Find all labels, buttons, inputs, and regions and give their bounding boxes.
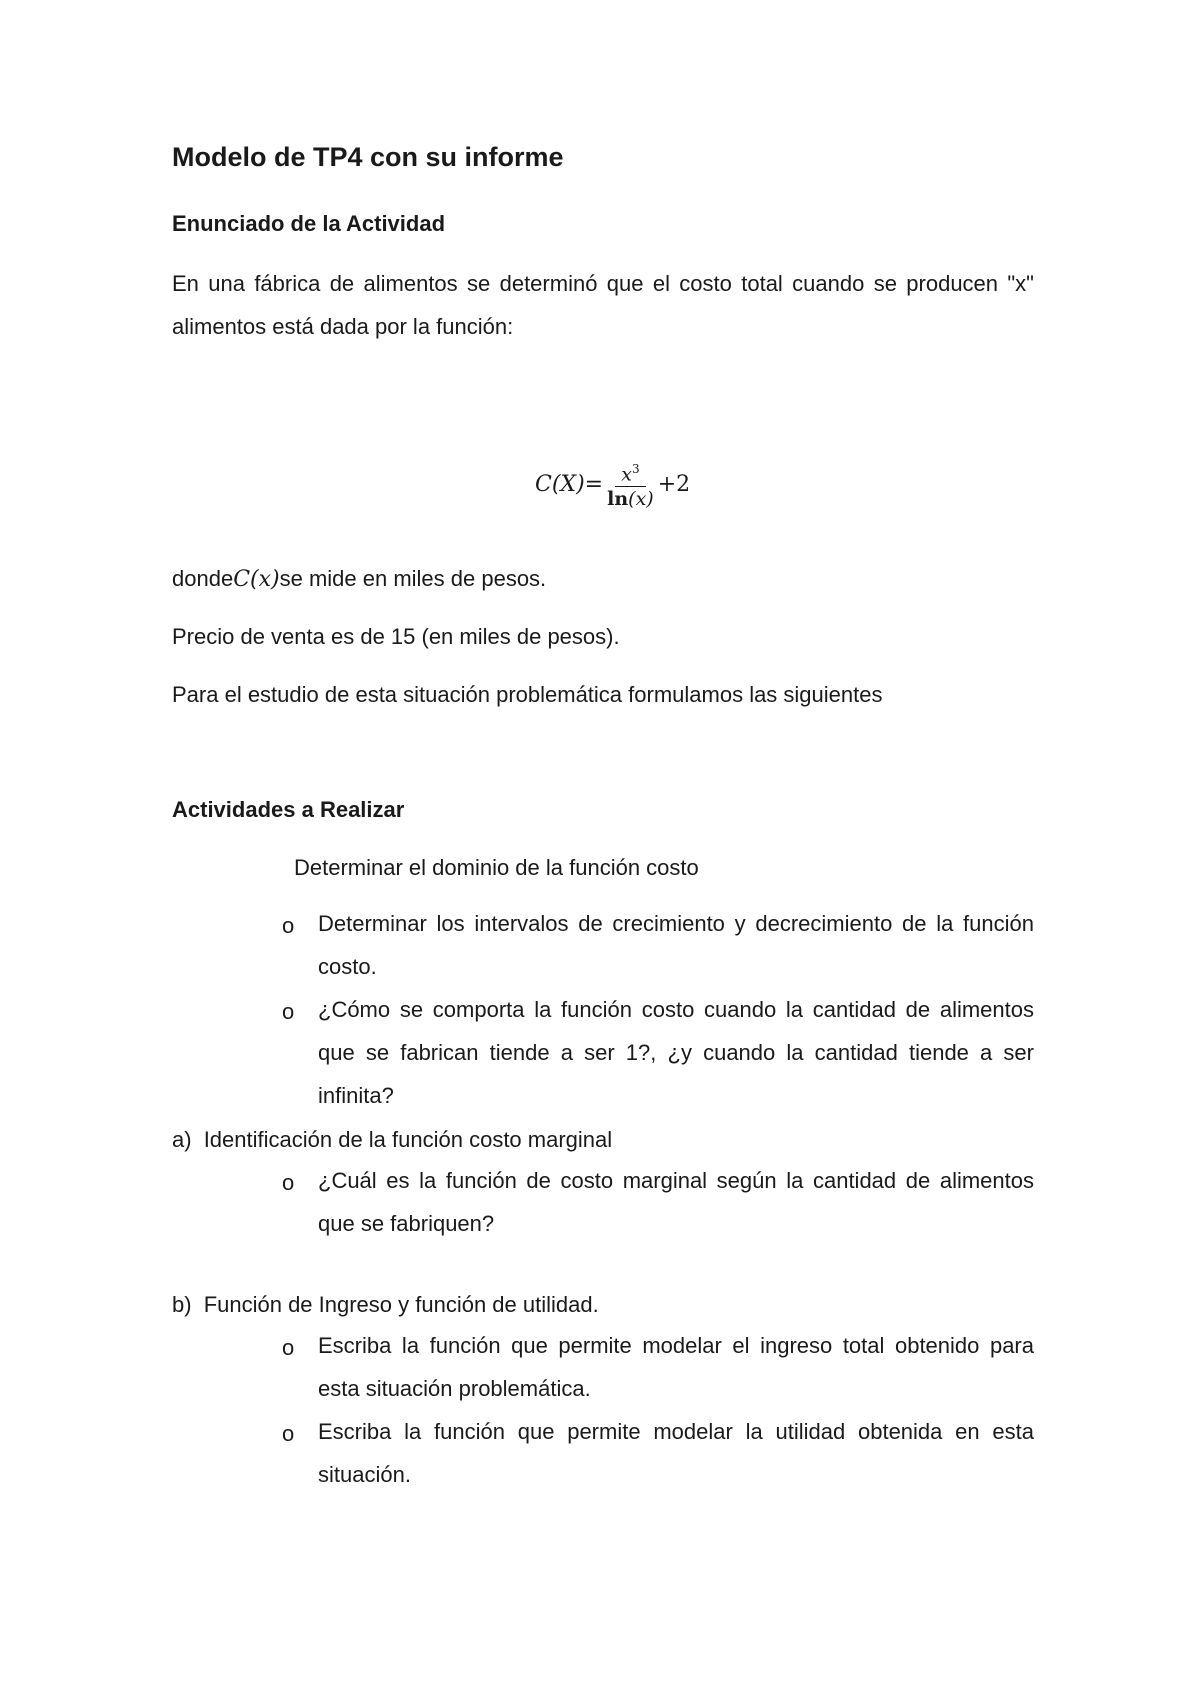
bullet-item-utilidad: Escriba la función que permite modelar la utilidad obtenida en esta situación.	[318, 1419, 1034, 1487]
bullet-marker: o	[282, 1421, 295, 1446]
bullet-item-costo-marginal: ¿Cuál es la función de costo marginal según la cantidad de alimentos que se fabriquen?	[318, 1168, 1034, 1236]
item-a-text: Identificación de la función costo marginal	[203, 1127, 613, 1152]
document-title: Modelo de TP4 con su informe	[172, 142, 564, 172]
para-line: Para el estudio de esta situación problemática formulamos las siguientes	[172, 682, 883, 707]
bullet-item-comportamiento: ¿Cómo se comporta la función costo cuando la cantidad de alimentos que se fabrican tiende a ser 1?, ¿y cuando la cantidad tiende a ser infinita?	[318, 997, 1034, 1108]
formula-fraction	[605, 458, 656, 511]
donde-line	[172, 566, 546, 592]
item-b-marker: b)	[172, 1292, 192, 1317]
bullet-marker: o	[282, 1335, 295, 1360]
formula-rhs: +2	[657, 472, 691, 498]
formula-ln: ln	[607, 488, 629, 511]
item-a	[172, 1127, 612, 1153]
bullet-item-crecimiento: Determinar los intervalos de crecimiento y decrecimiento de la función costo.	[318, 911, 1034, 979]
bullet-marker: o	[282, 913, 295, 938]
section-heading-actividades: Actividades a Realizar	[172, 797, 405, 822]
cost-function-formula	[535, 458, 690, 511]
donde-math: C(x)	[233, 567, 280, 592]
item-a-marker: a)	[172, 1127, 192, 1152]
formula-ln-arg: (x)	[628, 488, 654, 511]
formula-denominator	[605, 487, 656, 511]
formula-numerator-exponent: 3	[631, 462, 640, 476]
formula-numerator	[615, 458, 645, 487]
item-b-text: Función de Ingreso y función de utilidad.	[203, 1292, 599, 1317]
donde-prefix: donde	[172, 566, 234, 591]
section-heading-enunciado: Enunciado de la Actividad	[172, 211, 446, 236]
item-b	[172, 1292, 599, 1318]
bullet-item-ingreso: Escriba la función que permite modelar el ingreso total obtenido para esta situación problemática.	[318, 1333, 1034, 1401]
bullet-marker: o	[282, 1170, 295, 1195]
intro-paragraph: En una fábrica de alimentos se determinó que el costo total cuando se producen "x" alimentos está dada por la función:	[172, 271, 1034, 339]
donde-suffix: se mide en miles de pesos.	[279, 566, 547, 591]
precio-line: Precio de venta es de 15 (en miles de pesos).	[172, 624, 620, 649]
formula-numerator-base: x	[621, 463, 632, 486]
first-item: Determinar el dominio de la función costo	[294, 855, 699, 880]
formula-lhs: C(X)=	[535, 472, 604, 498]
bullet-marker: o	[282, 999, 295, 1024]
